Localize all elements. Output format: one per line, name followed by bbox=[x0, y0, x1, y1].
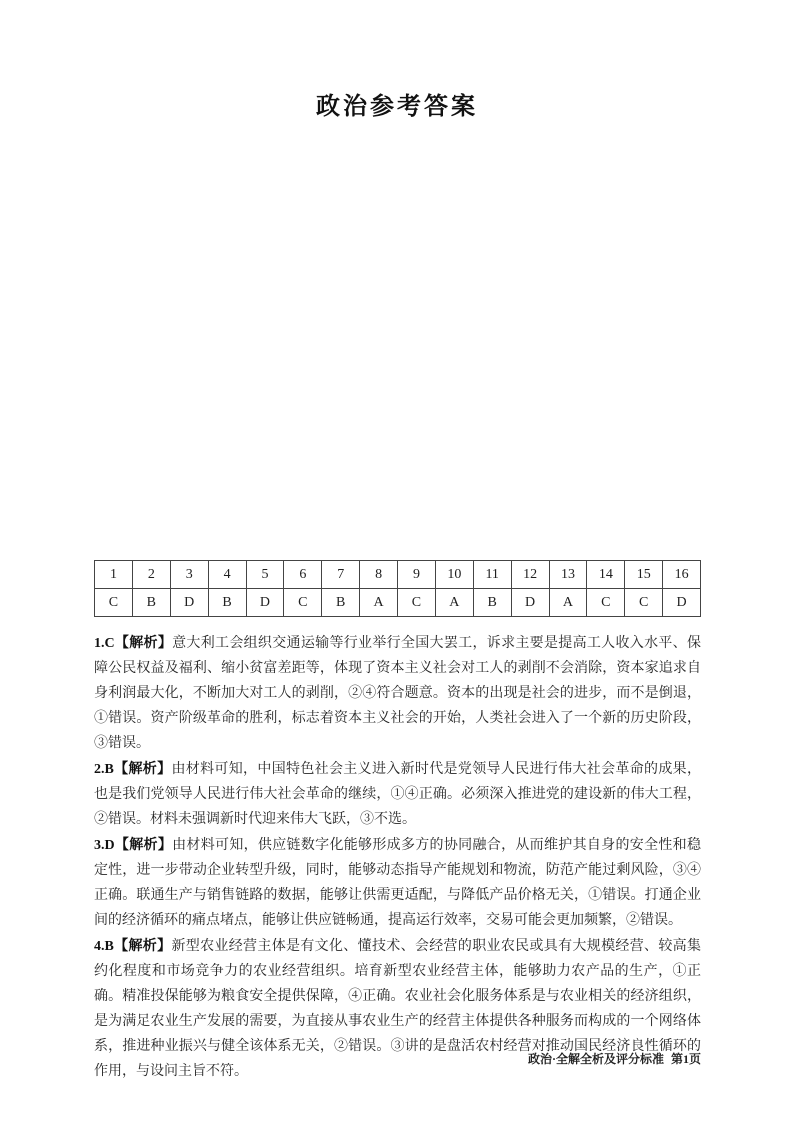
answer-letter-cell: C bbox=[625, 589, 663, 617]
answer-letter-cell: D bbox=[246, 589, 284, 617]
question-number-cell: 15 bbox=[625, 561, 663, 589]
answer-letter-cell: D bbox=[663, 589, 701, 617]
answer-letter-cell: C bbox=[398, 589, 436, 617]
explanation-body: 由材料可知，中国特色社会主义进入新时代是党领导人民进行伟大社会革命的成果，也是我们党领导人民进行伟大社会革命的继续，①④正确。必须深入推进党的建设新的伟大工程，②错误。材料未强调新时代迎来伟大飞跃，③不选。 bbox=[94, 762, 702, 827]
question-number-cell: 2 bbox=[132, 561, 170, 589]
question-number-cell: 4 bbox=[208, 561, 246, 589]
question-number-cell: 11 bbox=[473, 561, 511, 589]
explanation-body: 意大利工会组织交通运输等行业举行全国大罢工，诉求主要是提高工人收入水平、保障公民权益及福利、缩小贫富差距等，体现了资本主义社会对工人的剥削不会消除，资本家追求自身利润最大化，不断加大对工人的剥削，②④符合题意。资本的出现是社会的进步，而不是倒退，①错误。资产阶级革命的胜利，标志着资本主义社会的开始，人类社会进入了一个新的历史阶段，③错误。 bbox=[94, 636, 701, 751]
answer-letter-cell: C bbox=[95, 589, 133, 617]
explanation-prefix: 4.B【解析】 bbox=[94, 939, 172, 954]
answer-table-number-row bbox=[95, 561, 701, 589]
page-footer bbox=[94, 1050, 701, 1067]
answer-letter-cell: C bbox=[587, 589, 625, 617]
question-number-cell: 1 bbox=[95, 561, 133, 589]
explanation-paragraph bbox=[94, 631, 701, 756]
explanations-section bbox=[94, 631, 701, 1085]
explanation-prefix: 3.D【解析】 bbox=[94, 838, 173, 853]
answer-letter-cell: A bbox=[549, 589, 587, 617]
answer-letter-cell: D bbox=[170, 589, 208, 617]
page-title: 政治参考答案 bbox=[316, 94, 478, 120]
question-number-cell: 13 bbox=[549, 561, 587, 589]
question-number-cell: 3 bbox=[170, 561, 208, 589]
question-number-cell: 7 bbox=[322, 561, 360, 589]
question-number-cell: 6 bbox=[284, 561, 322, 589]
question-number-cell: 12 bbox=[511, 561, 549, 589]
explanation-body: 由材料可知，供应链数字化能够形成多方的协同融合，从而维护其自身的安全性和稳定性，进一步带动企业转型升级，同时，能够动态指导产能规划和物流，防范产能过剩风险，③④正确。联通生产与销售链路的数据，能够让供需更适配，与降低产品价格无关，①错误。打通企业间的经济循环的痛点堵点，能够让供应链畅通，提高运行效率，交易可能会更加频繁，②错误。 bbox=[94, 838, 701, 928]
answer-letter-cell: B bbox=[322, 589, 360, 617]
question-number-cell: 16 bbox=[663, 561, 701, 589]
answer-letter-cell: C bbox=[284, 589, 322, 617]
footer-page-number: 第1页 bbox=[670, 1052, 701, 1066]
answer-table bbox=[94, 560, 701, 617]
explanation-paragraph bbox=[94, 757, 701, 832]
answer-letter-cell: A bbox=[435, 589, 473, 617]
answer-letter-cell: B bbox=[132, 589, 170, 617]
footer-text: 政治·全解全析及评分标准 bbox=[527, 1052, 664, 1066]
answer-letter-cell: B bbox=[208, 589, 246, 617]
question-number-cell: 5 bbox=[246, 561, 284, 589]
explanation-body: 新型农业经营主体是有文化、懂技术、会经营的职业农民或具有大规模经营、较高集约化程度和市场竞争力的农业经营组织。培育新型农业经营主体，能够助力农产品的生产，①正确。精准投保能够为粮食安全提供保障，④正确。农业社会化服务体系是与农业相关的经济组织，是为满足农业生产发展的需要，为直接从事农业生产的经营主体提供各种服务而构成的一个网络体系，推进种业振兴与健全该体系无关，②错误。③讲的是盘活农村经营对推动国民经济良性循环的作用，与设问主旨不符。 bbox=[94, 939, 702, 1079]
question-number-cell: 8 bbox=[360, 561, 398, 589]
explanation-paragraph bbox=[94, 833, 701, 933]
question-number-cell: 9 bbox=[398, 561, 436, 589]
answer-letter-cell: D bbox=[511, 589, 549, 617]
answer-letter-cell: B bbox=[473, 589, 511, 617]
answer-table-answer-row bbox=[95, 589, 701, 617]
explanation-prefix: 1.C【解析】 bbox=[94, 636, 173, 651]
explanation-prefix: 2.B【解析】 bbox=[94, 762, 172, 777]
question-number-cell: 14 bbox=[587, 561, 625, 589]
question-number-cell: 10 bbox=[435, 561, 473, 589]
answer-letter-cell: A bbox=[360, 589, 398, 617]
